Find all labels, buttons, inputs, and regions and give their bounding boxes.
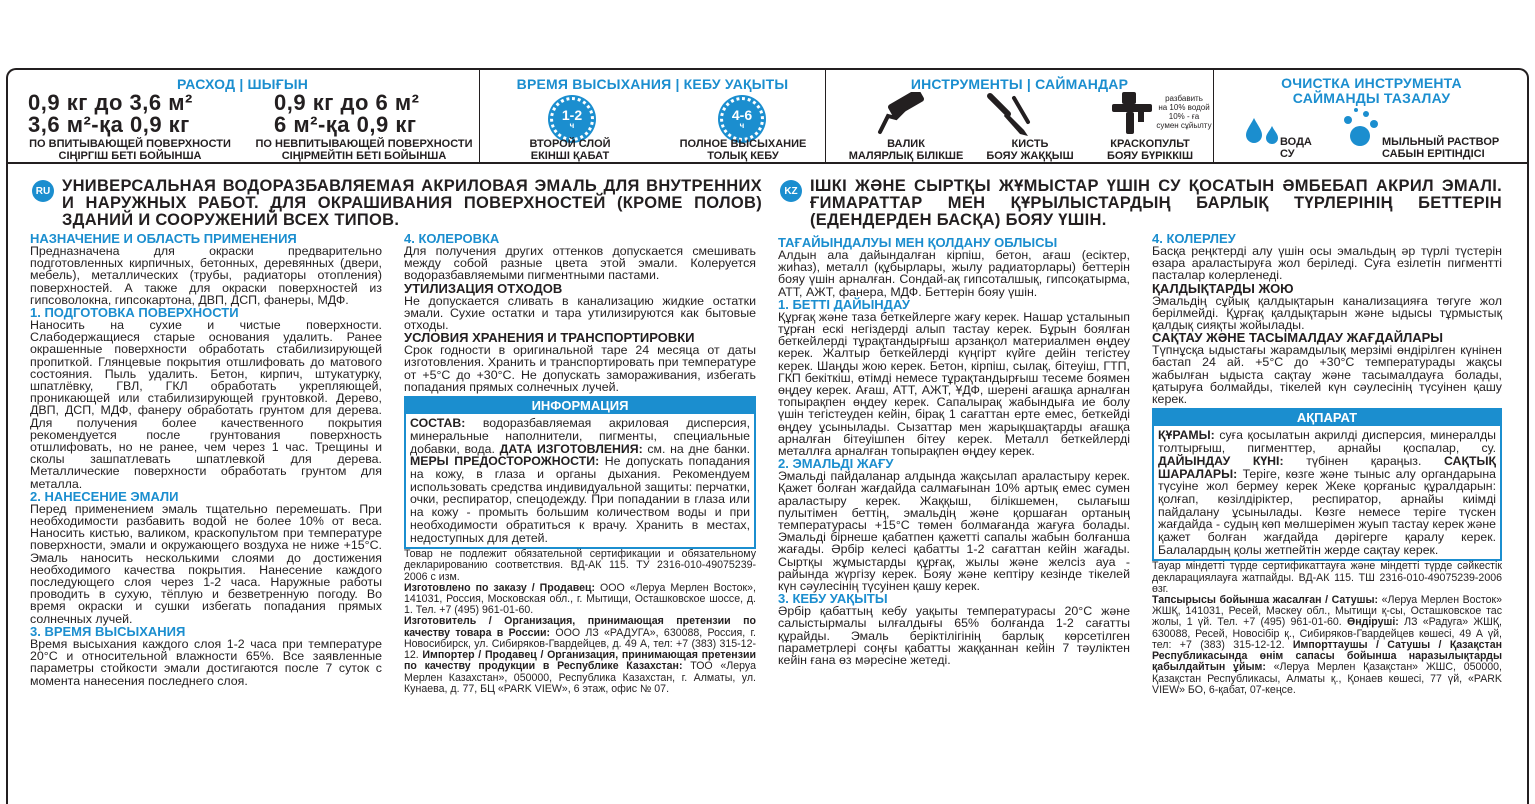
kz-info-box [1152, 408, 1502, 561]
kz-section-heading: САҚТАУ ЖӘНЕ ТАСЫМАЛДАУ ЖАҒДАЙЛАРЫ [1152, 330, 1444, 346]
ru-section-heading: УТИЛИЗАЦИЯ ОТХОДОВ [404, 280, 563, 296]
consumption-right-line2: 6 м²-қа 0,9 кг [274, 112, 417, 137]
ru-section-heading: 4. КОЛЕРОВКА [404, 231, 500, 246]
soap-bubbles-icon [1338, 106, 1380, 150]
kz-title: ІШКІ ЖӘНЕ СЫРТҚЫ ЖҰМЫСТАР ҮШІН СУ ҚОСАТЫН ӘМБЕБАП АКРИЛ ЭМАЛІ. ҒИМАРАТТАР МЕН ҚҰРЫЛЫСТАРДЫҢ БАРЛЫҚ ТҮРЛЕРІНІҢ БЕТТЕРІН (ЕДЕНДЕРДЕН БАСҚА) БОЯУ ҮШІН. [810, 177, 1502, 229]
ru-paragraph: Наносить на сухие и чистые поверхности. Слабодержащиеся старые основания удалить. Ранее окрашенные поверхности обработать стабилизирующей пропиткой. Глянцевые покрытия отшлифовать до матового состояния. Пыль удалить. Бетон, кирпич, штукатурку, шпатлёвку, ГВЛ, ГКЛ обработать укрепляющей, проникающей или стабилизирующей грунтовкой. Дерево, ДВП, ДСП, МДФ, фанеру обработать грунтом для дерева. Для получения более качественного покрытия рекомендуется после грунтования поверхность отшлифовать, но не ранее, чем через 1 час. Трещины и сколы зашпатлевать шпатлевкой для дерева. Металлические поверхности обработать грунтом для металла. [30, 318, 382, 491]
kz-column-2 [1152, 232, 1502, 802]
cleaning-cell [1214, 70, 1529, 162]
consumption-title: РАСХОД | ШЫҒЫН [176, 76, 309, 92]
ru-info-title: ИНФОРМАЦИЯ [406, 398, 754, 414]
spray-gun-icon [1108, 90, 1158, 138]
kz-section-heading: ҚАЛДЫҚТАРДЫ ЖОЮ [1152, 280, 1294, 296]
kz-manufacturer-info: Тапсырысы бойынша жасалған / Сатушы: «Леруа Мерлен Восток» ЖШҚ, 141031, Ресей, Мәскеу обл., Мытищи қ-сы, Осташковское тас жолы, 1 үй. Тел. +7 (495) 961-01-60. Өндіруші: ЛЗ «Радуга» ЖШҚ, 630088, Ресей, Новосібір қ., Сибиряков-Гвардейцев көшесі, 49 А үй, тел: +7 (383) 315-12-12. Импорттаушы / Сатушы / Қазақстан Республикасында өнім сапасы бойынша наразылықтарды қабылдайтын ұйым: «Леруа Мерлен Қазақстан» ЖШС, 050000, Қазақстан Республикасы, Алматы қ., Қонаев көшесі, 77 үй, «PARK VIEW» БО, 6-қабат, 07-кеңсе. [1152, 594, 1502, 696]
ru-paragraph: Предназначена для окраски предварительно подготовленных кирпичных, бетонных, деревянных (двери, мебель), металлических (трубы, радиаторы отопления) поверхностей. А также для окраски поверхностей из гипсоволокна, гипсокартона, ДВП, ДСП, фанеры, МДФ. [30, 244, 382, 307]
kz-paragraph: Түпнұсқа ыдыстағы жарамдылық мерзімі өндірілген күнінен бастап 24 ай. +5°С до +30°С температурады жақсы жабылған ыдыста сақтау және тасымалдауға болады, қатыруға болмайды, тікелей күн сәулесінің түсуінен қашу керек. [1152, 343, 1502, 407]
kz-section-heading: 3. КЕБУ УАҚЫТЫ [778, 591, 888, 607]
cleaning-soap-caption: МЫЛЬНЫЙ РАСТВОР САБЫН ЕРІТІНДІСІ [1382, 136, 1500, 160]
kz-paragraph: Алдын ала дайындалған кірпіш, бетон, ағаш (есіктер, жиһаз), металл (құбырлары, жылу радиаторлары) беттерін бояу үшін арналған. Сондай-ақ гипсоталшық, гипсоқатырма, АТТ, АЖТ, фанера, МДФ. Беттерін бояу үшін. [778, 248, 1130, 299]
ru-certification: Товар не подлежит обязательной сертификации и обязательному декларированию соответствия. ВД-АК 115. ТУ 2316-010-49075239-2006 с изм. [404, 548, 756, 583]
kz-info-title: АҚПАРАТ [1154, 410, 1500, 426]
ru-section-heading: 2. НАНЕСЕНИЕ ЭМАЛИ [30, 488, 179, 504]
kz-paragraph: Құрғақ және таза беткейлерге жағу керек. Нашар ұсталынып тұрған ескі негіздерді алып тастау керек. Бұрын боялған беткейлерді тұрақтандырғыш арзанқол материалмен өңдеу керек. Жалтыр беткейлерді күңгірт күйге дейін тегістеу керек. Шаңды жою керек. Бетон, кірпіш, сылақ, бітеуіш, ГТП, ГКП бекіткіш, өтімді немесе тұрақтандырғыш тесеме боямен өңдеу керек. Ағаш, АТТ, АЖТ, ҰДФ, шерені ағашқа арналған топырақпен өңдеу керек. Сапалырақ жабындыға ие болу үшін тегістеуден кейін, бірақ 1 сағаттан ерте емес, беткейді өңдеу ұсынылады. Сызаттар мен жарықшақтарды ағашқа арналған бітеуішпен бітеу керек. Металл беткейлерді металлға арналған топырақпен өңдеу керек. [778, 309, 1130, 459]
clock-icon: 4-6 ч [720, 97, 764, 141]
kz-paragraph: Эмальді пайдаланар алдында жақсылап араластыру керек. Қажет болған жағдайда салмағынан 10% артық емес сумен араластыру керек. Жаққыш, білікшемен, сылағыш пулытімен беттің, эмальдің және қоршаған ортаның температурасы +15°С төмен болмағанда жағуға болады. Эмальді бірнеше қабатпен қажетті сапалы жабын болғанша жағады. Әрбір келесі қабатты 1-2 сағаттан кейін жағады. Сыртқы жұмыстарды құрғақ, жылы және желсіз ауа - райында жүргізу керек. Бояу және кептіру кезінде тікелей күн сәулесінің түсуінен қашу керек. [778, 469, 1130, 594]
consumption-right-caption: ПО НЕВПИТЫВАЮЩЕЙ ПОВЕРХНОСТИ СІҢІРМЕЙТІН БЕТІ БОЙЫНША [255, 138, 473, 162]
consumption-left-line1: 0,9 кг до 3,6 м² [28, 90, 193, 115]
kz-section-heading: ТАҒАЙЫНДАЛУЫ МЕН ҚОЛДАНУ ОБЛЫСЫ [778, 235, 1058, 250]
cleaning-water-caption: ВОДА СУ [1280, 136, 1312, 160]
consumption-cell [6, 70, 480, 162]
ru-section-heading: 1. ПОДГОТОВКА ПОВЕРХНОСТИ [30, 305, 239, 321]
ru-manufacturer-info: Изготовлено по заказу / Продавец: ООО «Леруа Мерлен Восток», 141031, Россия, Московская обл., г. Мытищи, Осташковское шоссе, д. 1. Тел. +7 (495) 961-01-60. Изготовитель / Организация, принимающая претензии по качеству товара в России: ООО ЛЗ «РАДУГА», 630088, Россия, г. Новосибирск, ул. Сибиряков-Гвардейцев, д. 49 А, тел: +7 (383) 315-12-12. Импортер / Продавец / Организация, принимающая претензии по качеству продукции в Республике Казахстан: ТОО «Леруа Мерлен Казахстан», 050000, Республика Казахстан, г. Алматы, ул. Кунаева, д. 77, БЦ «PARK VIEW», 6 этаж, офис № 07. [404, 581, 756, 695]
drying-title: ВРЕМЯ ВЫСЫХАНИЯ | КЕБУ УАҚЫТЫ [516, 76, 789, 92]
tool-roller-caption: ВАЛИК МАЛЯРЛЫҚ БІЛІКШЕ [848, 138, 964, 162]
drying-full-caption: ПОЛНОЕ ВЫСЫХАНИЕ ТОЛЫҚ КЕБУ [679, 138, 807, 162]
ru-paragraph: Время высыхания каждого слоя 1-2 часа при температуре 20°С и относительной влажности 65%. Все заявленные параметры стойкости эмали достигаются после 7 суток с момента нанесения последнего слоя. [30, 636, 382, 688]
ru-paragraph: Перед применением эмаль тщательно перемешать. При необходимости разбавить водой не более 10% от веса. Наносить кистью, валиком, краскопультом при температуре поверхности, эмали и окружающего воздуха не ниже +15°С. Эмаль наносить несколькими слоями до достижения необходимого качества покрытия. Нанесение каждого последующего слоя через 1-2 часа. Наружные работы проводить в сухую, тёплую и безветренную погоду. Во время окраски и сушки избегать попадания прямых солнечных лучей. [30, 501, 382, 626]
tools-title: ИНСТРУМЕНТЫ | САЙМАНДАР [910, 76, 1129, 92]
ru-paragraph: Не допускается сливать в канализацию жидкие остатки эмали. Сухие остатки и тара утилизируются как бытовые отходы. [404, 293, 756, 333]
consumption-right-line1: 0,9 кг до 6 м² [274, 90, 420, 115]
ru-info-body: СОСТАВ: водоразбавляемая акриловая дисперсия, минеральные наполнители, пигменты, специальные добавки, вода. ДАТА ИЗГОТОВЛЕНИЯ: см. на дне банки. МЕРЫ ПРЕДОСТОРОЖНОСТИ: Не допускать попадания на кожу, в глаза и органы дыхания. Рекомендуем использовать средства индивидуальной защиты: перчатки, очки, респиратор, спецодежду. При попадании в глаза или на кожу - промыть большим количеством воды и при необходимости обратиться к врачу. Хранить в местах, недоступных для детей. [410, 416, 750, 545]
consumption-left-caption: ПО ВПИТЫВАЮЩЕЙ ПОВЕРХНОСТИ СІҢІРГІШ БЕТІ БОЙЫНША [29, 138, 231, 162]
ru-column-2 [404, 232, 756, 802]
kz-section-heading: 1. БЕТТІ ДАЙЫНДАУ [778, 296, 910, 312]
kz-badge: KZ [780, 180, 802, 202]
cleaning-title: ОЧИСТКА ИНСТРУМЕНТА САЙМАНДЫ ТАЗАЛАУ [1281, 75, 1462, 106]
kz-column-1 [778, 236, 1130, 802]
kz-paragraph: Басқа реңктерді алу үшін осы эмальдың әр түрлі түстерін өзара араластыруға жол беріледі. Суға езілетін пигментті пасталар колерленеді. [1152, 244, 1502, 283]
consumption-left-line2: 3,6 м²-қа 0,9 кг [28, 112, 190, 137]
ru-paragraph: Срок годности в оригинальной таре 24 месяца от даты изготовления. Хранить и транспортировать при температуре от +5°С до +30°С. Не допускать замораживания, избегать попадания прямых солнечных лучей. [404, 343, 756, 394]
ru-column-1 [30, 232, 382, 792]
kz-paragraph: Эмальдің сұйық қалдықтарын канализацияға төгуге жол берілмейді. Құрғақ қалдықтарын және ыдысы тұрмыстық қалдық сияқты жойылады. [1152, 293, 1502, 333]
ru-section-heading: УСЛОВИЯ ХРАНЕНИЯ И ТРАНСПОРТИРОВКИ [404, 330, 695, 346]
roller-icon [874, 92, 930, 136]
kz-certification: Тауар міндетті түрде сертификаттауға және міндетті түрде сәйкестік декларациялауға жатпайды. ВД-АК 115. ТШ 2316-010-49075239-2006 өзг. [1152, 560, 1502, 595]
tool-brush-caption: КИСТЬ БОЯУ ЖАҚҚЫШ [986, 138, 1074, 162]
drying-cell [480, 70, 826, 162]
ru-info-box [404, 396, 756, 549]
tools-cell [826, 70, 1214, 162]
header-bar [6, 70, 1529, 164]
tool-spray-caption: КРАСКОПУЛЬТ БОЯУ БҮРІККІШ [1106, 138, 1194, 162]
clock-icon: 1-2 ч [550, 97, 594, 141]
ru-badge: RU [32, 180, 54, 202]
ru-section-heading: 3. ВРЕМЯ ВЫСЫХАНИЯ [30, 623, 186, 639]
dilution-note: разбавить на 10% водой 10% - ға сумен сұйылту [1156, 94, 1212, 130]
drying-second-layer-caption: ВТОРОЙ СЛОЙ ЕКІНШІ ҚАБАТ [529, 138, 611, 162]
kz-info-body: ҚҰРАМЫ: суға қосылатын акрилді дисперсия, минералды толтырғыш, пигменттер, арнайы қоспалар, су. ДАЙЫНДАУ КҮНІ: түбінен қараңыз. САҚТЫҚ ШАРАЛАРЫ: Терiге, көзге және тыныс алу органдарына түсуіне жол бермеу керек Жеке қорғаныс құралдарын: қолғап, көзілдіріктер, респиратор, арнайы киімді пайдалану ұсынылады. Көзге немесе терiге түскен жағдайда - судың көп мөлшерімен жуып тастау керек және қажет болған жағдайда дәрігерге қаралу керек. Балалардың қолы жетпейтін жерде сақтау керек. [1158, 428, 1496, 557]
kz-section-heading: 4. КОЛЕРЛЕУ [1152, 231, 1236, 246]
brush-icon [984, 92, 1034, 138]
kz-section-heading: 2. ЭМАЛЬДІ ЖАҒУ [778, 456, 894, 472]
ru-section-heading: НАЗНАЧЕНИЕ И ОБЛАСТЬ ПРИМЕНЕНИЯ [30, 231, 297, 246]
ru-paragraph: Для получения других оттенков допускается смешивать между собой разные цвета этой эмали. Колеруется водоразбавляемыми пигментными пастами. [404, 244, 756, 283]
ru-title: УНИВЕРСАЛЬНАЯ ВОДОРАЗБАВЛЯЕМАЯ АКРИЛОВАЯ ЭМАЛЬ ДЛЯ ВНУТРЕННИХ И НАРУЖНЫХ РАБОТ. ДЛЯ ОКРАШИВАНИЯ ПОВЕРХНОСТЕЙ (КРОМЕ ПОЛОВ) ЗДАНИЙ И СООРУЖЕНИЙ ВСЕХ ТИПОВ. [62, 177, 762, 229]
kz-paragraph: Әрбір қабаттың кебу уақыты температурасы 20°С және салыстырмалы ылғалдығы 65% болғанда 1-2 сағатты құрайды. Эмаль беріктілігінің барлық көрсетілген параметрлері соңғы қабатты жаққаннан кейін 7 тәуліктен кейін ғана өз мәресіне жетеді. [778, 604, 1130, 668]
